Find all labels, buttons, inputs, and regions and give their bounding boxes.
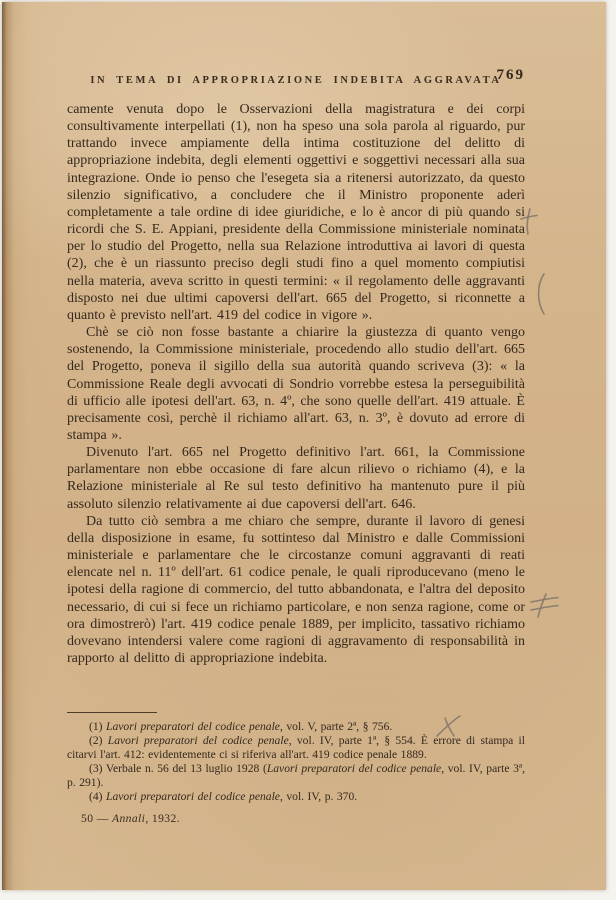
footnote-4-title: Lavori preparatori del codice penale	[106, 789, 280, 803]
footnote-2-title: Lavori preparatori del codice penale	[107, 733, 289, 747]
footnote-1	[67, 720, 525, 734]
footnote-1-ref: , vol. V, parte 2ª, § 756.	[279, 720, 393, 733]
footnote-4-ref: , vol. IV, p. 370.	[279, 789, 358, 803]
running-header	[67, 67, 525, 86]
paper-sheet	[2, 2, 606, 890]
running-title: IN TEMA DI APPROPRIAZIONE INDEBITA AGGRAVATA	[90, 75, 502, 86]
paragraph-2: Chè se ciò non fosse bastante a chiarire la giustezza di quanto vengo sostenendo, la Commissione ministeriale, procedendo allo studio dell'art. 665 del Progetto, poneva il sigillo della sua autorità quando scriveva (3): « la Commissione Reale degli avvocati di Sondrio vorrebbe estesa la perseguibilità di ufficio alle ipotesi dell'art. 63, n. 4º, che sono quelle dell'art. 419 attuale. È precisamente così, perchè il richiamo all'art. 63, n. 3º, è dovuto ad errore di stampa ».	[67, 325, 525, 443]
footnote-1-label: (1)	[89, 720, 107, 733]
body-text	[67, 101, 525, 667]
signature-title: Annali	[111, 812, 146, 826]
footnote-2-ref: , vol. IV, parte 1ª, § 554. È errore di stampa il citarvi l'art. 412: evidentemente ci si riferiva all'art. 419 codice penale 1889.	[67, 733, 525, 761]
footnote-3-title: Lavori preparatori del codice penale	[266, 761, 442, 775]
signature-number: 50 —	[81, 812, 112, 826]
paragraph-4: Da tutto ciò sembra a me chiaro che sempre, durante il lavoro di genesi della disposizione in esame, fu sottinteso dal Ministro e dalle Commissioni ministeriale e parlamentare che le circostanze comuni aggravanti di reati elencate nel n. 11º dell'art. 61 codice penale, le quali riproducevano (meno le ipotesi della ragione di commercio, del tutto abbandonata, e l'altra del deposito necessario, di cui si fece un richiamo particolare, e non senza ragione, come or ora dimostrerò) l'art. 419 codice penale 1889, per implicito, tassativo richiamo dovevano intendersi valere come ragioni di aggravamento di responsabilità in rapporto al delitto di appropriazione indebita.	[67, 513, 525, 666]
footnote-4-label: (4)	[89, 789, 107, 803]
footnote-3-label: (3) Verbale n. 56 del 13 luglio 1928 (	[89, 761, 267, 775]
text-block	[67, 4, 525, 892]
paragraph-3: Divenuto l'art. 665 nel Progetto definitivo l'art. 661, la Commissione parlamentare non ebbe occasione di fare alcun rilievo o richiamo (4), e la Relazione ministeriale al Re sul testo definitivo ha mantenuto pure il più assoluto silenzio relativamente ai due capoversi dell'art. 646.	[67, 445, 525, 512]
footnote-2	[67, 734, 525, 762]
footnote-separator-rule	[67, 712, 157, 713]
footnote-4	[67, 790, 525, 804]
footnotes	[67, 720, 525, 803]
signature-year: , 1932.	[145, 812, 180, 826]
footnote-2-label: (2)	[89, 733, 108, 747]
footnote-area	[67, 708, 525, 825]
page-number: 769	[496, 67, 525, 83]
footnote-3	[67, 762, 525, 790]
footnote-3-ref: , vol. IV, parte 3ª, p. 291).	[67, 761, 525, 789]
paragraph-1: camente venuta dopo le Osservazioni della magistratura e dei corpi consultivamente interpellati (1), non ha speso una sola parola al riguardo, pur trattando invece ampiamente della intima costituzione del delitto di appropriazione indebita, degli elementi oggettivi e soggettivi necessari alla sua integrazione. Onde io penso che l'esegeta sia a ritenersi autorizzato, da questo silenzio significativo, a concludere che il Ministro proponente aderì completamente a tale ordine di idee giuridiche, e lo è ancor di più quando si ricordi che S. E. Appiani, presidente della Commissione ministeriale nominata per lo studio del Progetto, nella sua Relazione introduttiva ai lavori di questa (2), che è un riassunto preciso degli studi fino a quel momento compiutisi nella materia, aveva scritto in questi termini: « il regolamento delle aggravanti disposto nei due ultimi capoversi dell'art. 665 del Progetto, si riconnette a quanto è previsto nell'art. 419 del codice in vigore ».	[67, 102, 525, 323]
footnote-1-title: Lavori preparatori del codice penale	[106, 720, 280, 733]
volume-signature-line	[67, 812, 525, 825]
